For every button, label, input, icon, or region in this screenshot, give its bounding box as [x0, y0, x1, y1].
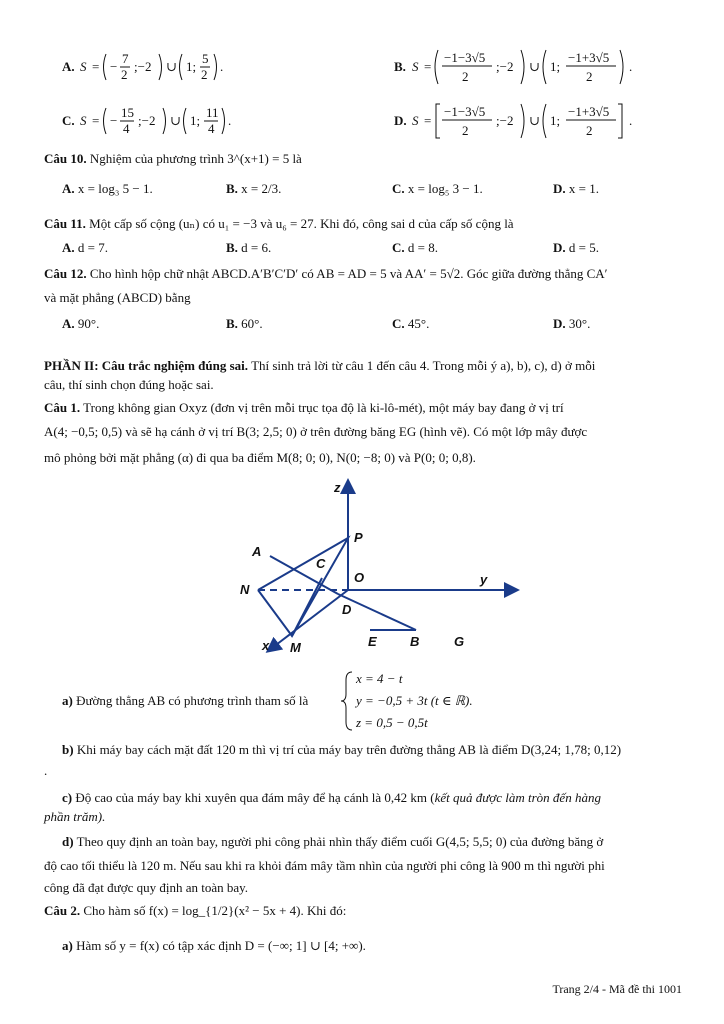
p2q1-item-d	[62, 834, 603, 850]
svg-text:−1−3√5: −1−3√5	[444, 50, 486, 65]
q9-option-b-math	[394, 44, 694, 88]
svg-text:∪: ∪	[170, 113, 181, 128]
label-b: B	[410, 634, 420, 649]
q9-option-a-math	[62, 46, 262, 86]
svg-text:;−2: ;−2	[496, 113, 514, 128]
q12-stem-line1	[44, 266, 608, 282]
q12-option-b-text: 60°.	[241, 316, 263, 331]
svg-text:.: .	[629, 113, 633, 128]
svg-text:D.: D.	[394, 113, 407, 128]
svg-text:C.: C.	[62, 113, 75, 128]
q11-option-d	[553, 240, 599, 256]
part2-heading: PHẦN II: Câu trắc nghiệm đúng sai.	[44, 358, 249, 373]
svg-text:=: =	[424, 59, 432, 74]
p2q2-a-text: Hàm số y = f(x) có tập xác định D = (−∞; 1] ∪ [4; +∞).	[76, 938, 366, 953]
svg-text:=: =	[92, 113, 100, 128]
label-z: z	[334, 480, 341, 495]
svg-text:∪: ∪	[529, 59, 540, 74]
q10-option-d	[553, 181, 599, 197]
q12-option-a-text: 90°.	[77, 316, 100, 331]
q10-option-b-label: B.	[226, 181, 238, 196]
q9-option-b	[394, 44, 694, 88]
svg-text:2: 2	[201, 67, 208, 82]
p2q1-c-line2	[44, 809, 105, 825]
svg-text:1;: 1;	[186, 59, 197, 74]
svg-text:;−2: ;−2	[496, 59, 514, 74]
p2q1-a-sys-1: x = 4 − t	[356, 671, 403, 686]
q12-option-a-label: A.	[62, 316, 75, 331]
p2q1-item-b	[62, 742, 621, 758]
part2-instructions-line2: câu, thí sinh chọn đúng hoặc sai.	[44, 377, 214, 392]
q11-title: Câu 11.	[44, 216, 86, 231]
svg-text:2: 2	[462, 123, 469, 138]
q11-option-b-text: d = 6.	[241, 240, 272, 255]
q12-option-b-label: B.	[226, 316, 238, 331]
p2q2-stem	[44, 903, 346, 919]
q11-option-a-text: d = 7.	[77, 240, 108, 255]
svg-text:2: 2	[462, 69, 469, 84]
svg-text:−: −	[110, 59, 118, 74]
svg-text:7: 7	[122, 51, 129, 66]
label-p: P	[354, 530, 363, 545]
svg-text:15: 15	[121, 105, 134, 120]
svg-text:2: 2	[121, 67, 128, 82]
q12-option-d	[553, 316, 590, 332]
svg-text:1;: 1;	[550, 113, 561, 128]
label-m: M	[290, 640, 301, 655]
q12-option-b	[226, 316, 263, 332]
p2q1-a-sys-3: z = 0,5 − 0,5t	[356, 715, 428, 730]
svg-text:1;: 1;	[190, 113, 201, 128]
svg-text:−1−3√5: −1−3√5	[444, 104, 486, 119]
p2q1-c-text: Độ cao của máy bay khi xuyên qua đám mây để hạ cánh là 0,42 km (	[75, 790, 435, 805]
p2q2-title: Câu 2.	[44, 903, 81, 918]
svg-text:.: .	[228, 113, 232, 128]
svg-text:5: 5	[202, 51, 209, 66]
svg-text:A.: A.	[62, 59, 75, 74]
q12-stem-text1: Cho hình hộp chữ nhật ABCD.A′B′C′D′ có AB = AD = 5 và AA′ = 5√2. Góc giữa đường thẳng CA′	[89, 266, 608, 281]
p2q2-item-a	[62, 938, 366, 954]
p2q1-d-label: d)	[62, 834, 74, 849]
q9-option-c-math	[62, 100, 282, 140]
q11-stem	[44, 216, 514, 232]
p2q1-text1: Trong không gian Oxyz (đơn vị trên mỗi trục tọa độ là ki-lô-mét), một máy bay đang ở vị trí	[83, 400, 564, 415]
q10-option-c	[392, 181, 483, 197]
q11-option-d-text: d = 5.	[568, 240, 599, 255]
svg-text:1;: 1;	[550, 59, 561, 74]
svg-text:11: 11	[206, 105, 219, 120]
svg-text:−1+3√5: −1+3√5	[568, 104, 610, 119]
q11-option-c-text: d = 8.	[407, 240, 438, 255]
svg-text:;−2: ;−2	[134, 59, 152, 74]
p2q1-line2: A(4; −0,5; 0,5) và sẽ hạ cánh ở vị trí B(3; 2,5; 0) ở trên đường băng EG (hình vẽ). Có một lớp mây được	[44, 424, 588, 439]
svg-text:;−2: ;−2	[138, 113, 156, 128]
p2q1-c-label: c)	[62, 790, 73, 805]
q10-option-a-label: A.	[62, 181, 75, 196]
p2q1-a-sys-2: y = −0,5 + 3t (t ∈ ℝ).	[356, 693, 473, 708]
q11-option-b	[226, 240, 271, 256]
x-axis	[272, 590, 348, 648]
p2q2-stem-text: Cho hàm số f(x) = log_{1/2}(x² − 5x + 4). Khi đó:	[83, 903, 347, 918]
svg-text:S: S	[412, 113, 419, 128]
p2q1-line1	[44, 400, 564, 416]
svg-text:2: 2	[586, 69, 593, 84]
q12-option-c-label: C.	[392, 316, 405, 331]
q10-option-c-text: x = log₅ 3 − 1.	[407, 181, 483, 196]
p2q1-title: Câu 1.	[44, 400, 81, 415]
label-y: y	[480, 572, 488, 587]
svg-text:.: .	[220, 59, 224, 74]
q11-stem-text: Một cấp số cộng (uₙ) có u₁ = −3 và u₆ = 27. Khi đó, công sai d của cấp số cộng là	[89, 216, 514, 231]
p2q1-b-text: Khi máy bay cách mặt đất 120 m thì vị trí của máy bay trên đường thẳng AB là điểm D(3,24; 1,78; 0,12)	[76, 742, 622, 757]
q12-option-c	[392, 316, 429, 332]
q10-option-b	[226, 181, 281, 197]
q9-option-d	[394, 98, 694, 142]
q12-stem-line2: và mặt phẳng (ABCD) bằng	[44, 290, 191, 305]
q9-option-c	[62, 100, 322, 140]
p2q1-item-a	[62, 693, 308, 709]
svg-text:S: S	[80, 113, 87, 128]
part2-instructions-line1	[44, 358, 595, 374]
q12-option-a	[62, 316, 99, 332]
q10-option-a	[62, 181, 153, 197]
svg-text:∪: ∪	[166, 59, 177, 74]
p2q1-item-c	[62, 790, 601, 806]
q10-option-a-text: x = log₃ 5 − 1.	[77, 181, 153, 196]
q11-option-c-label: C.	[392, 240, 405, 255]
p2q1-b-label: b)	[62, 742, 74, 757]
p2q1-a-brace	[340, 670, 354, 732]
q9-option-a	[62, 46, 322, 86]
label-x: x	[262, 638, 270, 653]
p2q1-d-line3: công đã đạt được quy định an toàn bay.	[44, 880, 249, 895]
svg-text:=: =	[92, 59, 100, 74]
label-g: G	[454, 634, 465, 649]
coordinate-figure	[230, 478, 530, 658]
label-d: D	[342, 602, 352, 617]
svg-text:−: −	[110, 113, 118, 128]
q12-option-d-label: D.	[553, 316, 566, 331]
svg-text:4: 4	[208, 121, 215, 136]
q12-title: Câu 12.	[44, 266, 87, 281]
line-cm	[292, 578, 322, 636]
q11-option-a-label: A.	[62, 240, 75, 255]
q9-option-d-math	[394, 98, 694, 142]
p2q1-c-italic1: kết quả được làm tròn đến hàng	[434, 790, 601, 805]
label-c: C	[316, 556, 326, 571]
page-footer: Trang 2/4 - Mã đề thi 1001	[552, 982, 682, 996]
p2q1-a-label: a)	[62, 693, 73, 708]
svg-text:=: =	[424, 113, 432, 128]
svg-text:S: S	[412, 59, 419, 74]
q12-option-c-text: 45°.	[407, 316, 430, 331]
p2q1-c-italic2: phần trăm).	[44, 809, 106, 824]
label-e: E	[368, 634, 377, 649]
svg-text:2: 2	[586, 123, 593, 138]
svg-text:.: .	[629, 59, 633, 74]
q11-option-a	[62, 240, 108, 256]
q11-option-b-label: B.	[226, 240, 238, 255]
svg-text:B.: B.	[394, 59, 406, 74]
p2q1-line3: mô phỏng bởi mặt phẳng (α) đi qua ba điểm M(8; 0; 0), N(0; −8; 0) và P(0; 0; 0,8).	[44, 450, 476, 465]
svg-text:−1+3√5: −1+3√5	[568, 50, 610, 65]
triangle-nmp	[258, 538, 348, 636]
q10-option-d-label: D.	[553, 181, 566, 196]
svg-text:4: 4	[123, 121, 130, 136]
label-o: O	[354, 570, 365, 585]
label-n: N	[240, 582, 250, 597]
p2q1-d-line2: độ cao tối thiểu là 120 m. Nếu sau khi ra khỏi đám mây tầm nhìn của người phi công là 900 m thì người phi	[44, 858, 605, 873]
part2-instr1: Thí sinh trả lời từ câu 1 đến câu 4. Trong mỗi ý a), b), c), d) ở mỗi	[251, 358, 596, 373]
q10-option-d-text: x = 1.	[568, 181, 599, 196]
q10-stem-text: Nghiệm của phương trình 3^(x+1) = 5 là	[89, 151, 302, 166]
q10-option-c-label: C.	[392, 181, 405, 196]
label-a: A	[252, 544, 262, 559]
q10-option-b-text: x = 2/3.	[241, 181, 282, 196]
q11-option-d-label: D.	[553, 240, 566, 255]
p2q1-a-text: Đường thẳng AB có phương trình tham số là	[76, 693, 309, 708]
p2q1-b-dot: .	[44, 763, 48, 778]
svg-text:S: S	[80, 59, 87, 74]
q12-option-d-text: 30°.	[568, 316, 591, 331]
q10-stem	[44, 151, 302, 167]
q11-option-c	[392, 240, 438, 256]
p2q1-d-l1: Theo quy định an toàn bay, người phi công phải nhìn thấy điểm cuối G(4,5; 5,5; 0) của đường băng ở	[76, 834, 604, 849]
svg-text:∪: ∪	[529, 113, 540, 128]
p2q2-a-label: a)	[62, 938, 73, 953]
q10-title: Câu 10.	[44, 151, 87, 166]
